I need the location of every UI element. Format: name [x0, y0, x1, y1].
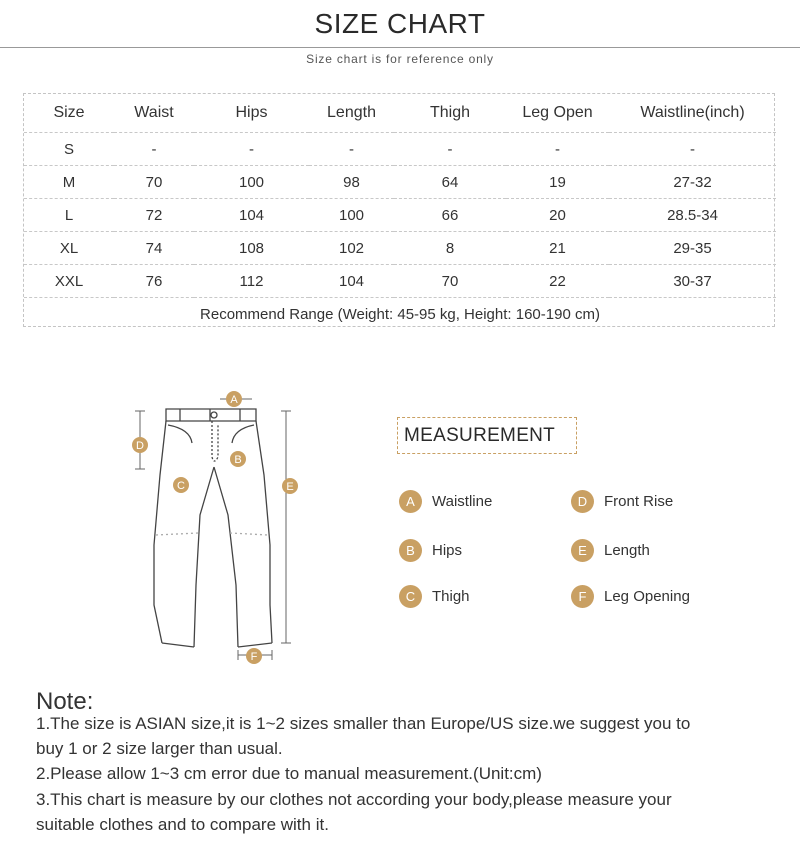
header-cell-hips: Hips: [194, 94, 309, 133]
table-cell: 27-32: [609, 166, 776, 199]
table-footer-row: [24, 298, 776, 331]
header-cell-waist: Waist: [114, 94, 194, 133]
table-cell: 70: [394, 265, 506, 298]
svg-text:B: B: [234, 454, 242, 466]
table-cell: -: [506, 133, 609, 166]
legend-label: Front Rise: [604, 492, 674, 510]
svg-text:F: F: [250, 651, 258, 663]
table-cell: 74: [114, 232, 194, 265]
table-cell: 100: [309, 199, 394, 232]
table-cell: 21: [506, 232, 609, 265]
header-cell-length: Length: [309, 94, 394, 133]
table-row: [24, 199, 776, 232]
table-cell: 108: [194, 232, 309, 265]
marker-b-icon: [230, 451, 246, 467]
badge-e-icon: E: [571, 539, 594, 562]
table-cell: 29-35: [609, 232, 776, 265]
table-cell: -: [309, 133, 394, 166]
table-cell: 102: [309, 232, 394, 265]
marker-f-icon: [246, 648, 262, 664]
table-cell: 76: [114, 265, 194, 298]
table-cell: L: [24, 199, 114, 232]
table-cell: 100: [194, 166, 309, 199]
legend-label: Length: [604, 541, 650, 559]
measurement-title: MEASUREMENT: [404, 425, 556, 446]
dimension-lines: [135, 399, 294, 660]
table-cell: S: [24, 133, 114, 166]
legend-item-leg-opening: [571, 584, 690, 608]
header-cell-leg-open: Leg Open: [506, 94, 609, 133]
legend-item-length: [571, 538, 650, 562]
svg-text:D: D: [136, 440, 144, 452]
recommend-range: Recommend Range (Weight: 45-95 kg, Height: 160-190 cm): [200, 305, 600, 323]
table-cell: 104: [194, 199, 309, 232]
table-cell: 28.5-34: [609, 199, 776, 232]
badge-d-icon: D: [571, 490, 594, 513]
table-cell: -: [609, 133, 776, 166]
title-divider: [0, 47, 800, 48]
legend-item-hips: [399, 538, 462, 562]
legend-item-front-rise: [571, 489, 673, 513]
table-row: [24, 265, 776, 298]
table-cell: XXL: [24, 265, 114, 298]
legend-label: Waistline: [432, 492, 493, 510]
table-cell: XL: [24, 232, 114, 265]
marker-a-icon: [226, 391, 242, 407]
legend-label: Thigh: [432, 587, 470, 605]
marker-d-icon: [132, 437, 148, 453]
table-cell: M: [24, 166, 114, 199]
badge-c-icon: C: [399, 585, 422, 608]
page-title: SIZE CHART: [314, 8, 486, 39]
badge-b-icon: B: [399, 539, 422, 562]
header-cell-size: Size: [24, 94, 114, 133]
header-cell-thigh: Thigh: [394, 94, 506, 133]
header-cell-waistline: Waistline(inch): [609, 94, 776, 133]
marker-e-icon: [282, 478, 298, 494]
table-cell: 104: [309, 265, 394, 298]
pants-outline-icon: [154, 409, 272, 647]
table-cell: 66: [394, 199, 506, 232]
note-line: buy 1 or 2 size larger than usual.: [36, 739, 283, 758]
table-cell: 30-37: [609, 265, 776, 298]
table-cell: 22: [506, 265, 609, 298]
table-row: [24, 133, 776, 166]
pants-diagram: [120, 385, 320, 675]
table-cell: 72: [114, 199, 194, 232]
marker-c-icon: [173, 477, 189, 493]
note-line: 1.The size is ASIAN size,it is 1~2 sizes smaller than Europe/US size.we suggest you to: [36, 714, 691, 733]
table-cell: -: [194, 133, 309, 166]
svg-text:E: E: [286, 481, 294, 493]
note-line: suitable clothes and to compare with it.: [36, 815, 329, 834]
legend-item-thigh: [399, 584, 470, 608]
note-line: 3.This chart is measure by our clothes not according your body,please measure your: [36, 790, 672, 809]
page-subtitle: Size chart is for reference only: [306, 52, 494, 66]
table-header-row: [24, 94, 776, 133]
table-cell: 8: [394, 232, 506, 265]
table-cell: 19: [506, 166, 609, 199]
badge-f-icon: F: [571, 585, 594, 608]
svg-text:A: A: [230, 394, 238, 406]
legend-label: Leg Opening: [604, 587, 690, 605]
svg-text:C: C: [177, 480, 185, 492]
badge-a-icon: A: [399, 490, 422, 513]
note-line: 2.Please allow 1~3 cm error due to manual measurement.(Unit:cm): [36, 764, 542, 783]
table-cell: -: [394, 133, 506, 166]
size-table: [23, 93, 775, 327]
table-cell: 70: [114, 166, 194, 199]
legend-item-waistline: [399, 489, 492, 513]
note-title: Note:: [36, 688, 94, 715]
table-cell: -: [114, 133, 194, 166]
table-cell: 112: [194, 265, 309, 298]
measurement-heading-box: [397, 417, 577, 454]
table-cell: 20: [506, 199, 609, 232]
table-cell: 64: [394, 166, 506, 199]
table-row: [24, 166, 776, 199]
table-row: [24, 232, 776, 265]
table-cell: 98: [309, 166, 394, 199]
legend-label: Hips: [432, 541, 463, 559]
